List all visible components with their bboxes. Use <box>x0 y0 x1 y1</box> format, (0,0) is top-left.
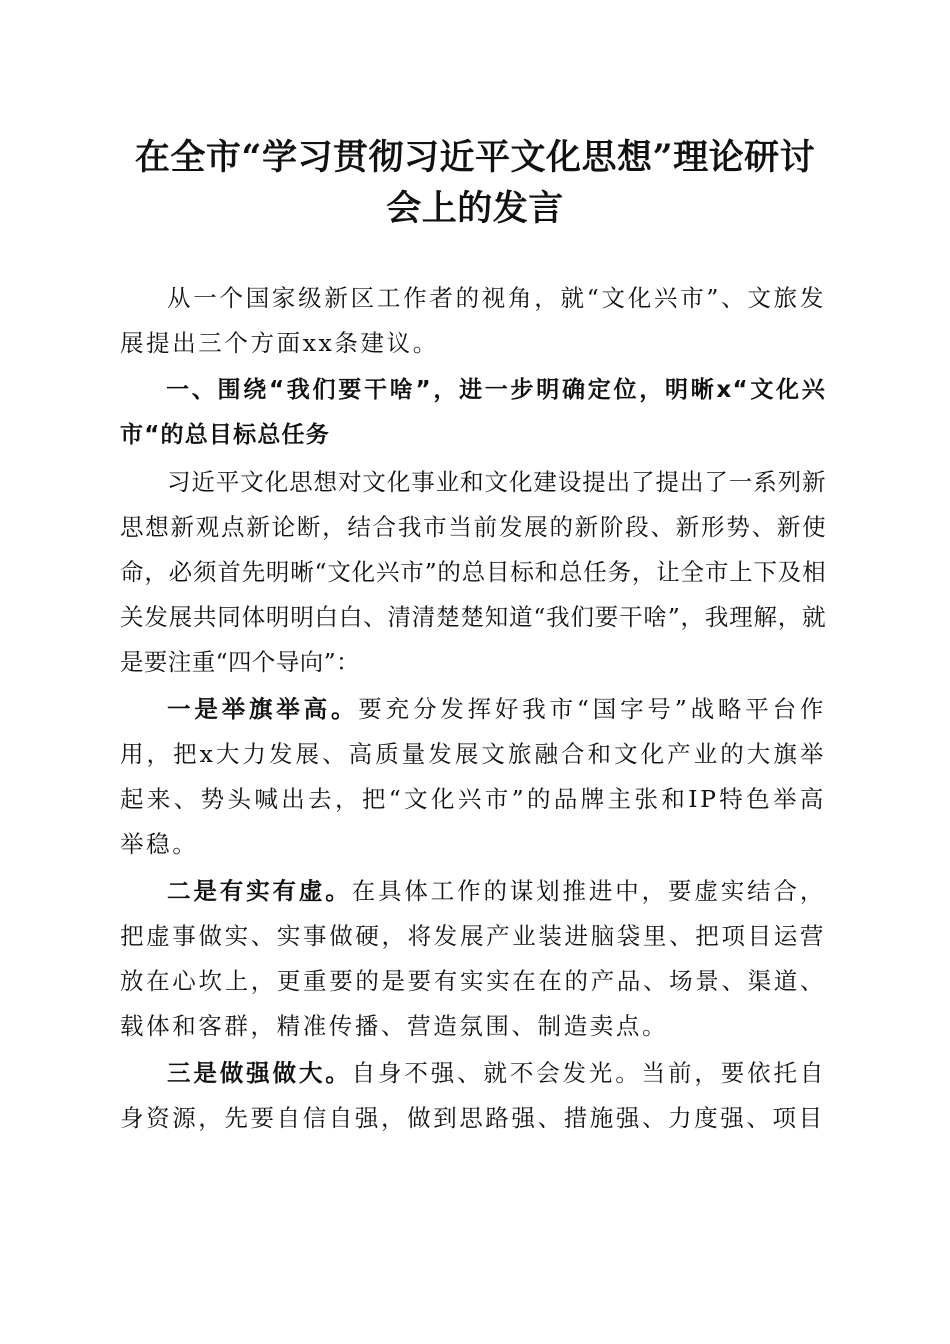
point-1-lead: 一是举旗举高。 <box>167 695 359 723</box>
title-line-1: 在全市“学习贯彻习近平文化思想”理论研讨 <box>134 137 816 178</box>
point-3-lead: 三是做强做大。 <box>167 1059 352 1087</box>
paragraph-1: 习近平文化思想对文化事业和文化建设提出了提出了一系列新思想新观点新论断，结合我市当前发展的新阶段、新形势、新使命，必须首先明晰“文化兴市”的总目标和总任务，让全市上下及相关发展共同体明明白白、清清楚楚知道“我们要干啥”，我理解，就是要注重“四个导向”： <box>120 468 826 676</box>
document-body <box>120 276 826 1143</box>
section-1-heading: 一、围绕“我们要干啥”，进一步明确定位，明晰x“文化兴市“的总目标总任务 <box>120 377 826 448</box>
point-3-text: 自身不强、就不会发光。当前，要依托自身资源，先要自信自强，做到思路强、措施强、力度强、项目 <box>120 1059 826 1132</box>
point-1-paragraph <box>120 687 826 867</box>
point-3-paragraph <box>120 1051 826 1141</box>
intro-paragraph: 从一个国家级新区工作者的视角，就“文化兴市”、文旅发展提出三个方面xx条建议。 <box>120 284 826 357</box>
title-line-2: 会上的发言 <box>386 188 564 229</box>
point-1-text: 要充分发挥好我市“国字号”战略平台作用，把x大力发展、高质量发展文旅融合和文化产业的大旗举起来、势头喊出去，把“文化兴市”的品牌主张和IP特色举高举稳。 <box>120 695 826 858</box>
point-2-lead: 二是有实有虚。 <box>167 877 352 905</box>
point-2-paragraph <box>120 869 826 1049</box>
point-2-text: 在具体工作的谋划推进中，要虚实结合，把虚事做实、实事做硬，将发展产业装进脑袋里、把项目运营放在心坎上，更重要的是要有实实在在的产品、场景、渠道、载体和客群，精准传播、营造氛围、制造卖点。 <box>120 877 826 1040</box>
document-title <box>100 132 850 234</box>
